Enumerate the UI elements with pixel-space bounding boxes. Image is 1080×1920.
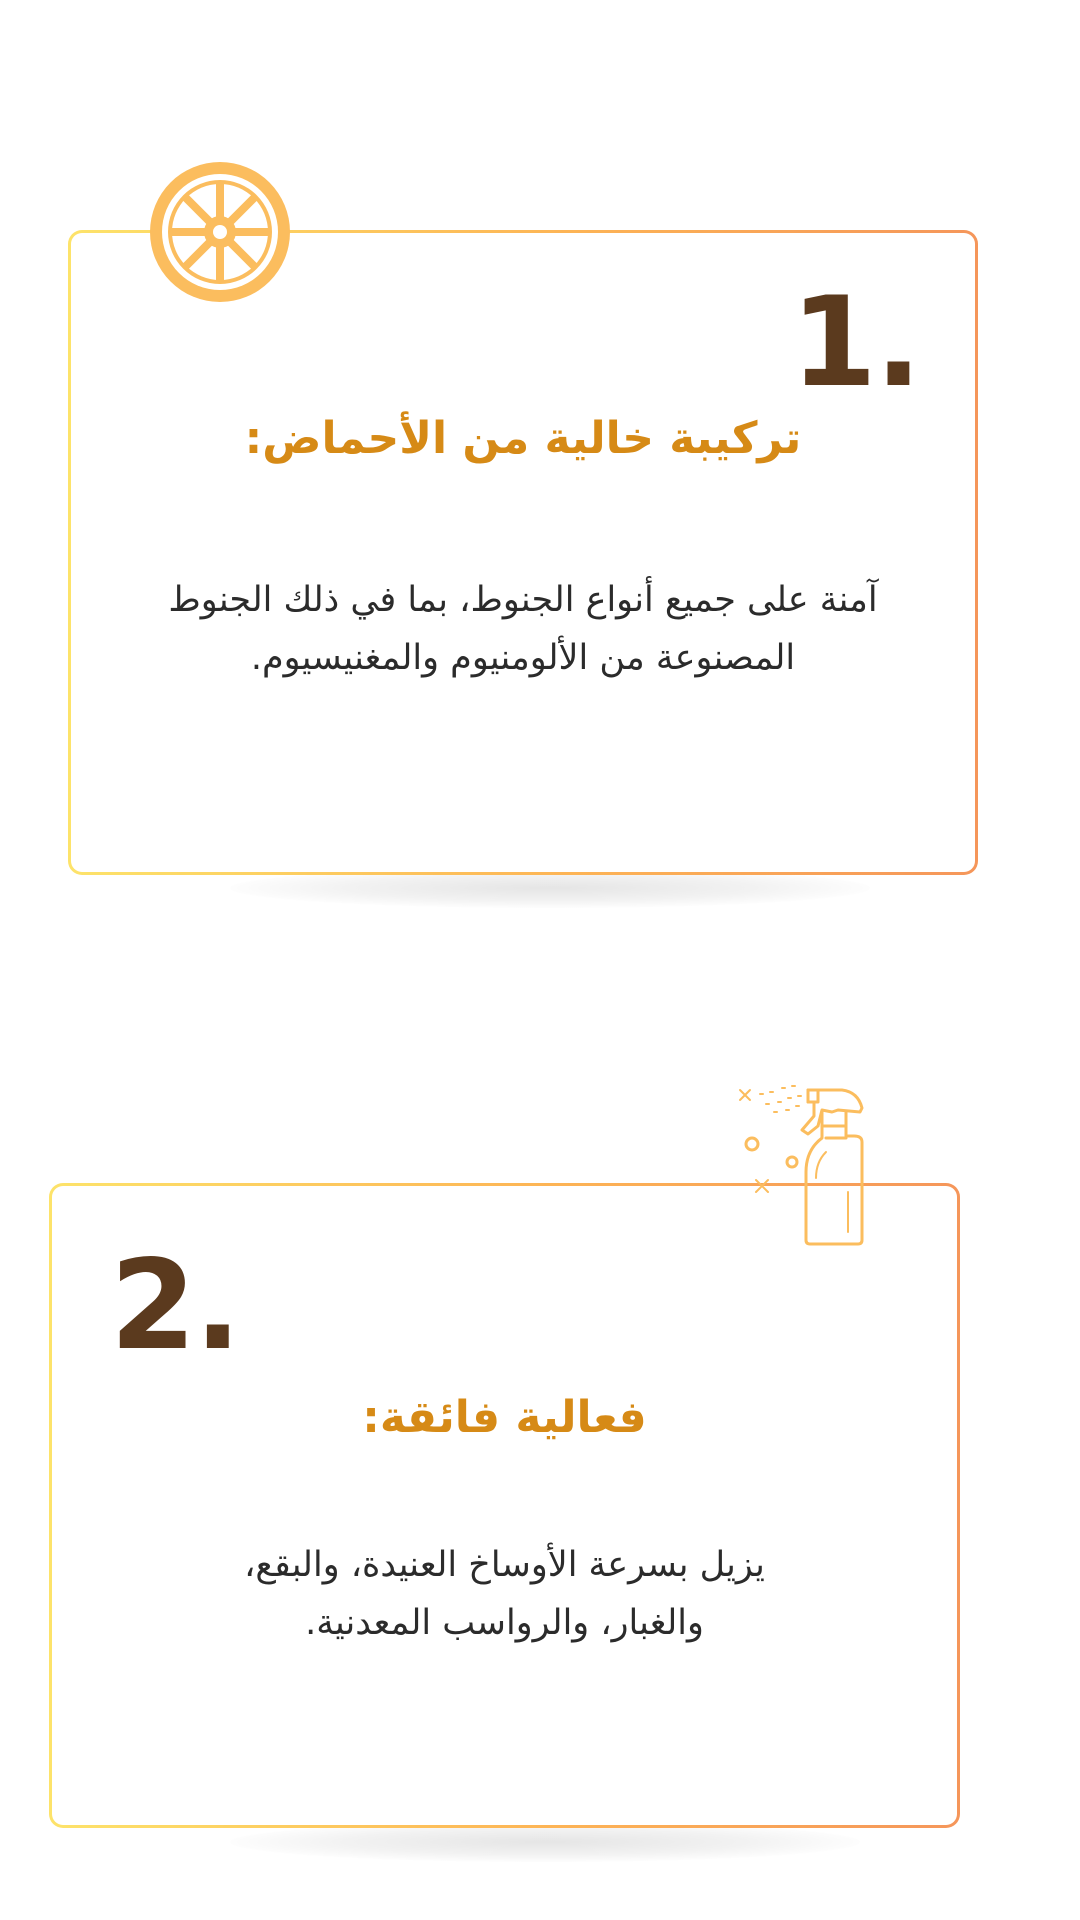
feature-card-2-body (52, 1186, 957, 1825)
card-description: يزيل بسرعة الأوساخ العنيدة، والبقع، والغبار، والرواسب المعدنية. (244, 1545, 765, 1643)
wheel-rim-icon (146, 158, 294, 306)
card-number: 2. (110, 1234, 240, 1378)
feature-card-2 (49, 1183, 960, 1828)
feature-card-1-body (71, 233, 975, 872)
spray-bottle-icon (730, 1082, 870, 1248)
card-number: 1. (790, 271, 920, 415)
feature-card-1 (68, 230, 978, 875)
card-title: فعالية فائقة: (362, 1392, 647, 1443)
card-description: آمنة على جميع أنواع الجنوط، بما في ذلك الجنوط المصنوعة من الألومنيوم والمغنيسيوم. (168, 580, 878, 678)
card-title: تركيبة خالية من الأحماض: (244, 413, 802, 464)
card-2-shadow (230, 1822, 860, 1862)
